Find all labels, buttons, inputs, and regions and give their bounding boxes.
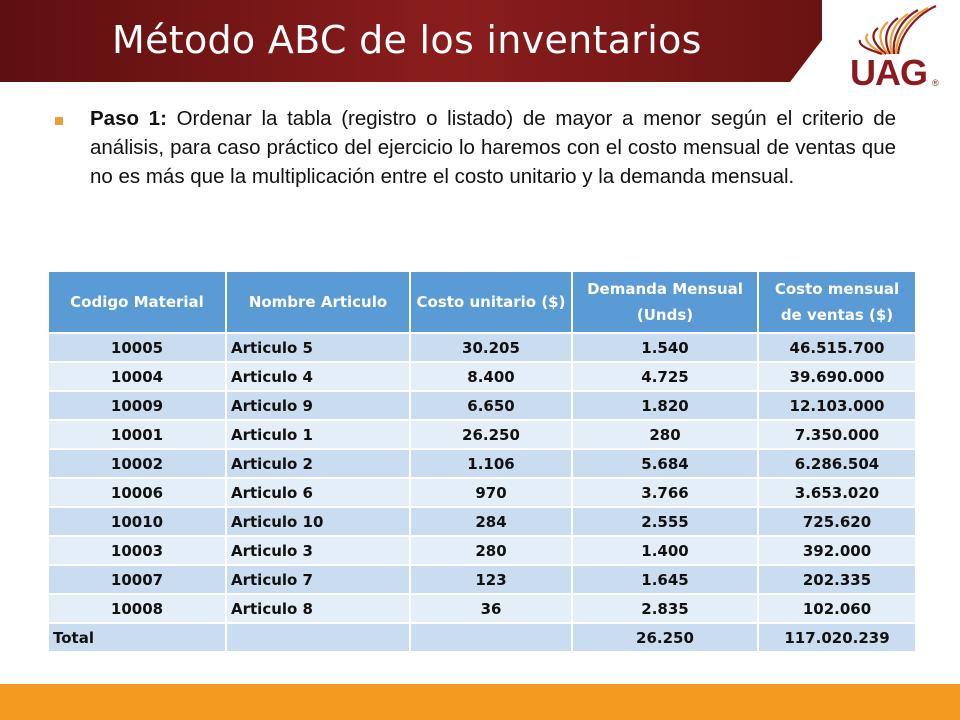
total-empty-nombre xyxy=(226,623,410,652)
cell-codigo: 10001 xyxy=(48,420,226,449)
cell-demanda: 3.766 xyxy=(572,478,758,507)
step-text: Ordenar la tabla (registro o listado) de mayor a menor según el criterio de análisis, para caso práctico del ejercicio lo haremos con el costo mensual de ventas que no es más que la multiplicación entre el costo unitario y la demanda mensual. xyxy=(90,107,896,188)
total-costo-mensual: 117.020.239 xyxy=(758,623,916,652)
cell-codigo: 10005 xyxy=(48,333,226,362)
cell-nombre: Articulo 9 xyxy=(226,391,410,420)
cell-codigo: 10002 xyxy=(48,449,226,478)
header-costo-mensual: Costo mensual de ventas ($) xyxy=(758,271,916,333)
table-header-row xyxy=(48,271,916,333)
cell-costo-unitario: 280 xyxy=(410,536,572,565)
cell-nombre: Articulo 8 xyxy=(226,594,410,623)
table-row xyxy=(48,565,916,594)
cell-codigo: 10004 xyxy=(48,362,226,391)
table-row xyxy=(48,594,916,623)
bottom-accent-bar xyxy=(0,684,960,720)
total-empty-costo xyxy=(410,623,572,652)
cell-costo-mensual: 392.000 xyxy=(758,536,916,565)
table-row xyxy=(48,420,916,449)
cell-demanda: 2.835 xyxy=(572,594,758,623)
cell-costo-unitario: 6.650 xyxy=(410,391,572,420)
cell-codigo: 10006 xyxy=(48,478,226,507)
step-label: Paso 1: xyxy=(90,107,167,130)
cell-codigo: 10008 xyxy=(48,594,226,623)
cell-nombre: Articulo 1 xyxy=(226,420,410,449)
cell-costo-mensual: 39.690.000 xyxy=(758,362,916,391)
cell-codigo: 10007 xyxy=(48,565,226,594)
inventory-table xyxy=(47,270,917,653)
cell-costo-mensual: 7.350.000 xyxy=(758,420,916,449)
cell-costo-unitario: 30.205 xyxy=(410,333,572,362)
cell-costo-mensual: 6.286.504 xyxy=(758,449,916,478)
cell-demanda: 1.645 xyxy=(572,565,758,594)
cell-nombre: Articulo 6 xyxy=(226,478,410,507)
logo-text: UAG xyxy=(850,52,927,93)
cell-nombre: Articulo 4 xyxy=(226,362,410,391)
cell-costo-mensual: 725.620 xyxy=(758,507,916,536)
table-row xyxy=(48,478,916,507)
cell-costo-unitario: 1.106 xyxy=(410,449,572,478)
cell-codigo: 10010 xyxy=(48,507,226,536)
table-row xyxy=(48,333,916,362)
cell-codigo: 10009 xyxy=(48,391,226,420)
cell-demanda: 280 xyxy=(572,420,758,449)
total-demanda: 26.250 xyxy=(572,623,758,652)
table-row xyxy=(48,536,916,565)
table-total-row xyxy=(48,623,916,652)
cell-demanda: 1.820 xyxy=(572,391,758,420)
cell-nombre: Articulo 10 xyxy=(226,507,410,536)
cell-costo-unitario: 123 xyxy=(410,565,572,594)
table-row xyxy=(48,391,916,420)
cell-costo-unitario: 26.250 xyxy=(410,420,572,449)
header-nombre: Nombre Articulo xyxy=(226,271,410,333)
cell-demanda: 1.540 xyxy=(572,333,758,362)
bullet-icon xyxy=(55,117,63,125)
cell-costo-mensual: 102.060 xyxy=(758,594,916,623)
cell-costo-unitario: 284 xyxy=(410,507,572,536)
cell-codigo: 10003 xyxy=(48,536,226,565)
cell-demanda: 4.725 xyxy=(572,362,758,391)
cell-demanda: 5.684 xyxy=(572,449,758,478)
inventory-table-wrapper xyxy=(47,270,917,653)
step-paragraph xyxy=(90,104,896,191)
cell-demanda: 2.555 xyxy=(572,507,758,536)
cell-nombre: Articulo 5 xyxy=(226,333,410,362)
cell-costo-mensual: 3.653.020 xyxy=(758,478,916,507)
table-row xyxy=(48,507,916,536)
cell-nombre: Articulo 3 xyxy=(226,536,410,565)
cell-costo-unitario: 970 xyxy=(410,478,572,507)
header-codigo: Codigo Material xyxy=(48,271,226,333)
header-demanda: Demanda Mensual (Unds) xyxy=(572,271,758,333)
table-row xyxy=(48,449,916,478)
cell-costo-unitario: 8.400 xyxy=(410,362,572,391)
slide-title: Método ABC de los inventarios xyxy=(112,18,702,62)
cell-costo-unitario: 36 xyxy=(410,594,572,623)
cell-costo-mensual: 12.103.000 xyxy=(758,391,916,420)
cell-costo-mensual: 46.515.700 xyxy=(758,333,916,362)
cell-costo-mensual: 202.335 xyxy=(758,565,916,594)
cell-demanda: 1.400 xyxy=(572,536,758,565)
total-label: Total xyxy=(48,623,226,652)
cell-nombre: Articulo 7 xyxy=(226,565,410,594)
logo-registered-mark: ® xyxy=(932,78,939,88)
table-row xyxy=(48,362,916,391)
cell-nombre: Articulo 2 xyxy=(226,449,410,478)
header-costo-unitario: Costo unitario ($) xyxy=(410,271,572,333)
